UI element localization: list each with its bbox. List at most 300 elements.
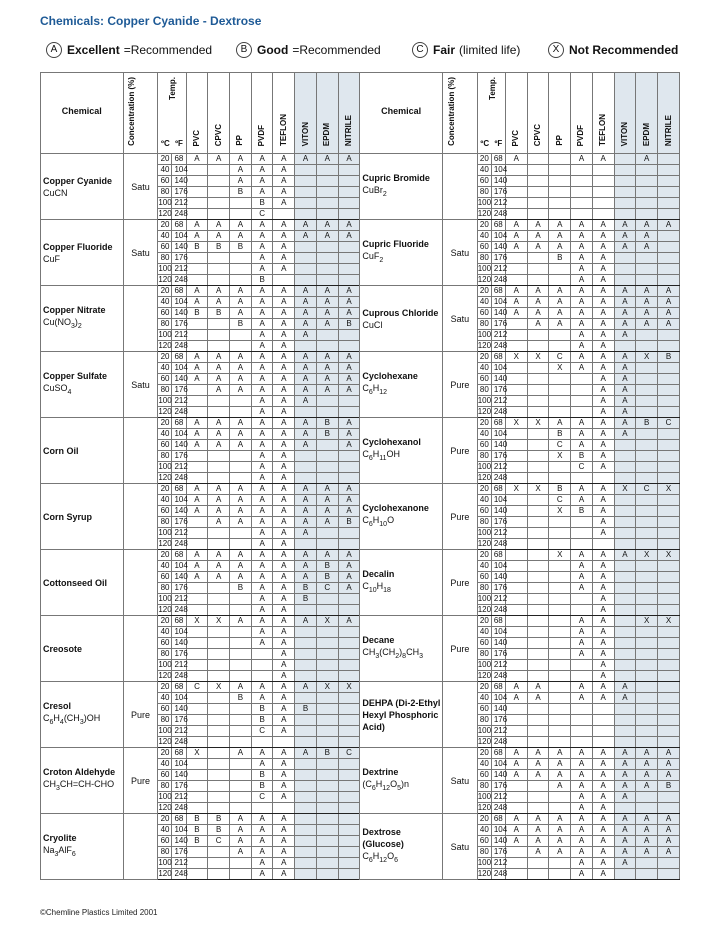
rating-cell: A [527, 220, 549, 231]
rating-cell [230, 407, 252, 418]
rating-cell [208, 473, 230, 484]
rating-cell: A [614, 792, 636, 803]
rating-cell: A [592, 561, 614, 572]
rating-cell [614, 341, 636, 352]
rating-cell: A [316, 297, 338, 308]
temp-f-cell: 212 [491, 528, 505, 539]
rating-cell: A [208, 429, 230, 440]
temp-f-cell: 68 [491, 154, 505, 165]
rating-cell [549, 638, 571, 649]
rating-cell [316, 275, 338, 286]
header-fahrenheit: ºF [175, 139, 183, 148]
rating-cell: A [527, 770, 549, 781]
header-cpvc [527, 73, 549, 154]
temp-f-cell: 248 [172, 869, 186, 880]
temp-f-cell: 212 [491, 792, 505, 803]
rating-cell [338, 407, 360, 418]
temp-c-cell: 120 [477, 473, 492, 482]
rating-cell: A [273, 517, 295, 528]
rating-cell: A [230, 286, 252, 297]
rating-cell: A [614, 396, 636, 407]
rating-cell [505, 858, 527, 869]
rating-cell: A [614, 814, 636, 825]
rating-cell [230, 726, 252, 737]
rating-cell: B [208, 825, 230, 836]
rating-cell [316, 165, 338, 176]
rating-cell [186, 671, 208, 682]
rating-cell [505, 275, 527, 286]
rating-cell [208, 187, 230, 198]
rating-cell [316, 330, 338, 341]
temp-f-cell: 248 [172, 341, 186, 352]
rating-cell: A [316, 495, 338, 506]
rating-cell: A [273, 220, 295, 231]
rating-cell [295, 253, 317, 264]
rating-cell [571, 209, 593, 220]
rating-cell [571, 594, 593, 605]
temp-f-cell: 248 [491, 341, 505, 352]
rating-cell [658, 462, 680, 473]
rating-cell [527, 330, 549, 341]
rating-cell [549, 462, 571, 473]
rating-cell [614, 715, 636, 726]
rating-cell: A [592, 550, 614, 561]
rating-cell: B [571, 451, 593, 462]
rating-cell [658, 528, 680, 539]
chemical-name: Decalin [362, 569, 395, 580]
rating-cell: A [208, 506, 230, 517]
rating-cell [614, 506, 636, 517]
rating-cell: A [658, 825, 680, 836]
rating-cell [230, 671, 252, 682]
rating-cell: A [230, 154, 252, 165]
temp-c-cell: 80 [477, 847, 491, 858]
rating-cell: A [251, 341, 273, 352]
header-nitrile [658, 73, 680, 154]
rating-cell: A [614, 330, 636, 341]
rating-cell [338, 660, 360, 671]
rating-cell: A [295, 495, 317, 506]
rating-cell [636, 858, 658, 869]
temp-c-cell: 100 [158, 594, 172, 603]
temp-c-cell: 40 [158, 759, 172, 770]
rating-cell: A [208, 231, 230, 242]
temp-f-cell: 104 [172, 363, 186, 374]
rating-cell: A [592, 517, 614, 528]
temp-c-cell: 60 [477, 374, 491, 385]
rating-cell: A [571, 561, 593, 572]
chemical-cell [360, 484, 443, 550]
rating-cell [527, 462, 549, 473]
rating-cell: A [338, 231, 360, 242]
rating-cell [338, 594, 360, 605]
temp-c-cell: 40 [158, 297, 172, 308]
concentration-cell: Satu [123, 352, 158, 418]
concentration-cell [123, 616, 158, 682]
rating-cell: A [571, 484, 593, 495]
header-chemical: Chemical [41, 73, 124, 154]
temp-c-cell: 20 [477, 682, 491, 693]
temp-c-cell: 120 [158, 275, 172, 284]
temp-f-cell: 140 [172, 770, 186, 781]
rating-cell: B [186, 836, 208, 847]
rating-cell [636, 627, 658, 638]
chemical-cell [360, 748, 443, 814]
rating-cell: A [273, 319, 295, 330]
rating-cell [636, 165, 658, 176]
rating-cell [658, 858, 680, 869]
rating-cell [230, 792, 252, 803]
rating-cell: A [273, 682, 295, 693]
rating-cell: A [186, 550, 208, 561]
rating-cell [505, 616, 527, 627]
temp-f-cell: 140 [172, 704, 186, 715]
rating-cell: A [592, 814, 614, 825]
rating-cell: A [592, 792, 614, 803]
rating-cell [592, 176, 614, 187]
rating-cell: A [571, 440, 593, 451]
rating-cell [316, 792, 338, 803]
chemical-cell [360, 286, 443, 352]
rating-cell: A [571, 792, 593, 803]
temp-f-cell: 68 [172, 682, 186, 693]
rating-cell [571, 715, 593, 726]
temp-c-cell: 120 [158, 671, 172, 680]
rating-cell: A [230, 363, 252, 374]
temp-c-cell: 40 [158, 693, 172, 704]
rating-cell [527, 506, 549, 517]
temp-c-cell: 60 [477, 638, 491, 649]
temp-f-cell: 212 [491, 396, 505, 407]
rating-cell: A [571, 264, 593, 275]
rating-cell: A [338, 429, 360, 440]
rating-cell: A [636, 836, 658, 847]
temp-f-cell: 104 [172, 561, 186, 572]
rating-cell: X [505, 484, 527, 495]
header-pvdf [571, 73, 593, 154]
rating-cell: A [273, 418, 295, 429]
rating-cell [230, 396, 252, 407]
rating-cell [614, 638, 636, 649]
rating-cell: A [527, 297, 549, 308]
temp-f-cell: 176 [172, 187, 186, 198]
rating-cell [505, 572, 527, 583]
rating-cell: A [571, 429, 593, 440]
temp-c-cell: 100 [158, 330, 172, 339]
header-chemical: Chemical [360, 73, 443, 154]
chemical-name: DEHPA (Di-2-Ethyl Hexyl Phosphoric Acid) [362, 697, 441, 732]
chemical-formula: CuBr$_2$ [362, 185, 387, 198]
rating-cell [295, 627, 317, 638]
rating-cell [273, 803, 295, 814]
rating-cell: A [338, 583, 360, 594]
concentration-cell: Pure [442, 484, 477, 550]
temp-c-cell: 80 [477, 319, 491, 330]
rating-cell: A [658, 297, 680, 308]
rating-cell: A [592, 330, 614, 341]
rating-cell [230, 462, 252, 473]
rating-cell [614, 726, 636, 737]
rating-cell: A [571, 286, 593, 297]
temp-f-cell: 176 [172, 649, 186, 660]
rating-cell: A [230, 616, 252, 627]
concentration-cell: Pure [442, 418, 477, 484]
rating-cell: B [230, 187, 252, 198]
rating-cell [505, 594, 527, 605]
rating-cell: X [527, 352, 549, 363]
rating-cell [208, 638, 230, 649]
rating-cell: A [251, 297, 273, 308]
rating-cell [505, 539, 527, 550]
temp-c-cell: 100 [158, 264, 172, 273]
temp-c-cell: 20 [477, 748, 491, 759]
rating-cell [186, 693, 208, 704]
rating-cell: A [592, 770, 614, 781]
temp-f-cell: 248 [491, 869, 505, 880]
header-temp-units [158, 139, 185, 149]
rating-cell [338, 473, 360, 484]
temp-f-cell: 104 [172, 495, 186, 506]
rating-cell: B [230, 319, 252, 330]
rating-cell [230, 781, 252, 792]
rating-cell [186, 528, 208, 539]
rating-cell: A [273, 506, 295, 517]
rating-cell: A [571, 627, 593, 638]
rating-cell: A [251, 594, 273, 605]
rating-cell: B [186, 242, 208, 253]
rating-cell: A [230, 836, 252, 847]
rating-cell [592, 209, 614, 220]
temp-c-cell: 80 [158, 715, 172, 726]
rating-cell: A [592, 869, 614, 880]
rating-cell: B [295, 704, 317, 715]
rating-cell [186, 594, 208, 605]
rating-cell [338, 330, 360, 341]
rating-cell [230, 627, 252, 638]
temp-f-cell: 68 [491, 286, 505, 297]
rating-cell [505, 253, 527, 264]
rating-cell [527, 154, 549, 165]
rating-cell [527, 440, 549, 451]
rating-cell [186, 473, 208, 484]
header-temp-label: Temp. [487, 77, 497, 100]
rating-cell [592, 715, 614, 726]
rating-cell: A [658, 770, 680, 781]
rating-cell [230, 341, 252, 352]
rating-cell: A [571, 330, 593, 341]
temp-f-cell: 248 [491, 275, 505, 286]
temp-c-cell: 20 [477, 418, 491, 429]
rating-cell [295, 660, 317, 671]
rating-cell [658, 451, 680, 462]
rating-cell: A [273, 495, 295, 506]
rating-cell: A [186, 561, 208, 572]
rating-cell: A [592, 682, 614, 693]
rating-cell [186, 198, 208, 209]
rating-cell [658, 737, 680, 748]
rating-cell [636, 341, 658, 352]
rating-cell: A [614, 231, 636, 242]
rating-cell: B [636, 418, 658, 429]
temp-f-cell: 212 [172, 594, 186, 605]
rating-cell: A [571, 825, 593, 836]
rating-cell [316, 605, 338, 616]
legend-strong: Excellent [67, 43, 120, 57]
rating-cell: A [592, 671, 614, 682]
rating-cell: A [273, 440, 295, 451]
rating-cell [316, 198, 338, 209]
rating-cell: A [273, 638, 295, 649]
chemical-cell [41, 418, 124, 484]
rating-cell: A [571, 341, 593, 352]
rating-cell: X [658, 616, 680, 627]
rating-cell: A [251, 836, 273, 847]
rating-cell: A [273, 759, 295, 770]
rating-cell [571, 187, 593, 198]
rating-cell [527, 176, 549, 187]
rating-cell: A [230, 231, 252, 242]
rating-cell [338, 737, 360, 748]
rating-cell [316, 539, 338, 550]
rating-cell: A [251, 693, 273, 704]
rating-cell: B [316, 418, 338, 429]
temp-c-cell: 80 [477, 781, 491, 792]
temp-c-cell: 60 [477, 242, 491, 253]
rating-cell: C [338, 748, 360, 759]
chemical-name: Cupric Bromide [362, 173, 430, 184]
temp-c-cell: 120 [158, 803, 172, 812]
temp-c-cell: 60 [477, 572, 491, 583]
rating-cell: A [251, 583, 273, 594]
rating-cell [636, 539, 658, 550]
temp-f-cell: 68 [491, 352, 505, 363]
rating-cell: A [636, 154, 658, 165]
rating-cell: A [636, 220, 658, 231]
rating-cell: A [251, 528, 273, 539]
rating-cell: A [571, 858, 593, 869]
temp-f-cell: 248 [491, 605, 505, 616]
header-pp [549, 73, 571, 154]
header-epdm [636, 73, 658, 154]
rating-cell [527, 616, 549, 627]
rating-cell: A [273, 836, 295, 847]
rating-cell [527, 374, 549, 385]
rating-cell [549, 473, 571, 484]
rating-cell [549, 704, 571, 715]
temp-c-cell: 100 [477, 660, 492, 669]
temp-c-cell: 120 [158, 869, 172, 878]
rating-cell: A [571, 759, 593, 770]
rating-cell: A [636, 781, 658, 792]
rating-cell: A [251, 451, 273, 462]
chemical-formula: $CH_3CH=CH$-CHO [43, 779, 115, 792]
rating-cell [338, 539, 360, 550]
rating-cell [658, 506, 680, 517]
rating-cell [527, 473, 549, 484]
rating-cell [527, 528, 549, 539]
rating-cell: A [273, 726, 295, 737]
rating-cell: A [614, 429, 636, 440]
rating-cell: A [505, 770, 527, 781]
rating-cell: C [636, 484, 658, 495]
rating-cell [658, 704, 680, 715]
legend-strong: Not Recommended [569, 43, 679, 57]
rating-cell [571, 198, 593, 209]
rating-cell [316, 770, 338, 781]
rating-cell [549, 198, 571, 209]
rating-cell [338, 858, 360, 869]
rating-cell [658, 209, 680, 220]
rating-cell [273, 209, 295, 220]
rating-cell: A [338, 220, 360, 231]
rating-cell [658, 341, 680, 352]
header-celsius: ºC [161, 139, 170, 148]
rating-cell: A [636, 319, 658, 330]
rating-cell [186, 165, 208, 176]
rating-cell: A [295, 308, 317, 319]
rating-cell [636, 704, 658, 715]
rating-cell: A [571, 319, 593, 330]
rating-cell [549, 385, 571, 396]
resistance-table [40, 72, 680, 880]
rating-cell: A [658, 286, 680, 297]
rating-cell: A [295, 429, 317, 440]
rating-cell [527, 253, 549, 264]
rating-cell: A [273, 814, 295, 825]
rating-cell [549, 594, 571, 605]
temp-f-cell: 140 [491, 836, 505, 847]
temp-f-cell: 68 [491, 682, 505, 693]
rating-cell [527, 726, 549, 737]
temp-f-cell: 212 [491, 264, 505, 275]
header-material-label: EPDM [322, 122, 332, 146]
rating-cell: A [549, 231, 571, 242]
rating-cell [208, 330, 230, 341]
chemical-cell [41, 286, 124, 352]
temp-c-cell: 100 [477, 396, 492, 405]
rating-cell: A [230, 484, 252, 495]
rating-cell [338, 451, 360, 462]
rating-cell: A [527, 825, 549, 836]
rating-cell [636, 594, 658, 605]
temp-c-cell: 80 [158, 583, 172, 594]
rating-cell: A [592, 594, 614, 605]
rating-cell [505, 781, 527, 792]
temp-c-cell: 60 [158, 704, 172, 715]
rating-cell: A [316, 484, 338, 495]
rating-cell: A [295, 319, 317, 330]
rating-cell [658, 231, 680, 242]
rating-cell [186, 605, 208, 616]
rating-cell: A [295, 440, 317, 451]
rating-cell [614, 462, 636, 473]
rating-cell [186, 319, 208, 330]
rating-cell: A [505, 220, 527, 231]
rating-cell: A [230, 352, 252, 363]
rating-cell: B [251, 781, 273, 792]
rating-cell [527, 869, 549, 880]
chemical-cell [41, 352, 124, 418]
rating-cell: A [251, 484, 273, 495]
chemical-formula: $C_6H_{12}$ [362, 383, 388, 396]
rating-cell [230, 539, 252, 550]
rating-cell: A [186, 154, 208, 165]
legend-excellent [46, 42, 212, 58]
rating-cell: A [273, 572, 295, 583]
rating-cell [527, 638, 549, 649]
rating-cell: A [571, 748, 593, 759]
rating-cell: A [251, 561, 273, 572]
